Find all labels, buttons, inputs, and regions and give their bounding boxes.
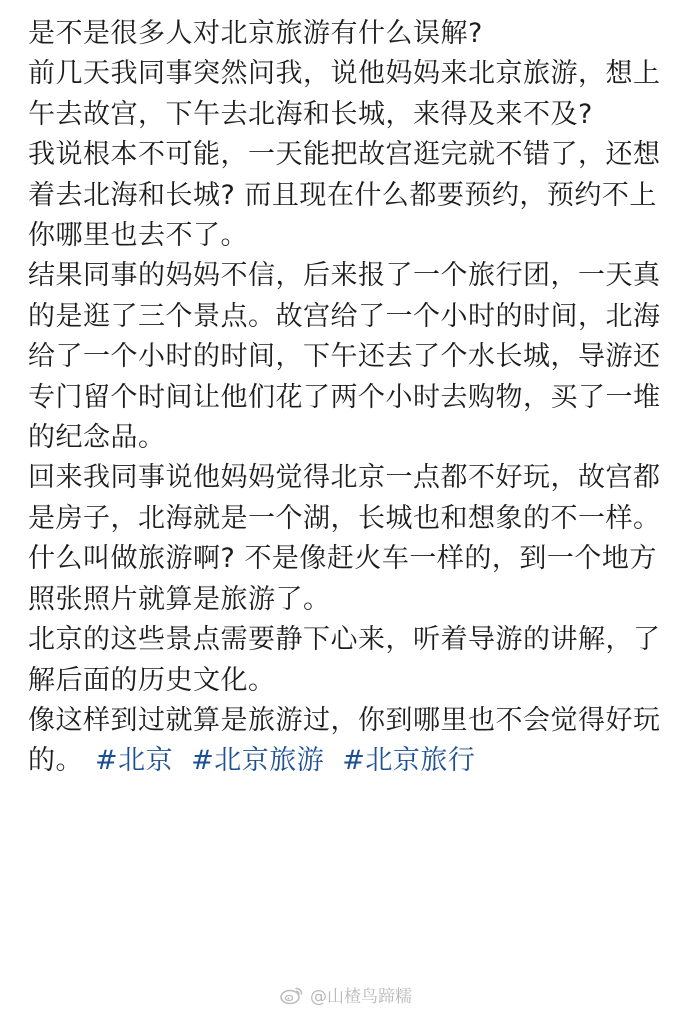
post-paragraph-1: 是不是很多人对北京旅游有什么误解? (28, 18, 483, 49)
hashtag-list (83, 745, 475, 776)
post-paragraph-2: 前几天我同事突然问我，说他妈妈来北京旅游，想上午去故宫，下午去北海和长城，来得及来不及? (28, 58, 661, 130)
post-paragraph-3: 我说根本不可能，一天能把故宫逛完就不错了，还想着去北海和长城? 而且现在什么都要预约，预约不上你哪里也去不了。 (28, 139, 661, 252)
watermark (280, 982, 412, 1007)
post-paragraph-8 (28, 701, 668, 782)
post-paragraph-4: 结果同事的妈妈不信，后来报了一个旅行团，一天真的是逛了三个景点。故宫给了一个小时的时间，北海给了一个小时的时间，下午还去了个水长城，导游还专门留个时间让他们花了两个小时去购物，买了一堆的纪念品。 (28, 260, 661, 454)
post-body (28, 14, 668, 782)
post-paragraph-8-text: 像这样到过就算是旅游过，你到哪里也不会觉得好玩的。 (28, 704, 661, 777)
post-paragraph-6: 什么叫做旅游啊? 不是像赶火车一样的，到一个地方照张照片就算是旅游了。 (28, 543, 657, 615)
weibo-logo-icon (280, 985, 304, 1005)
hashtag-beijing-travel[interactable]: #北京旅游 (191, 745, 325, 777)
post-paragraph-7: 北京的这些景点需要静下心来，听着导游的讲解，了解后面的历史文化。 (28, 624, 661, 696)
post-paragraph-5: 回来我同事说他妈妈觉得北京一点都不好玩，故宫都是房子，北海就是一个湖，长城也和想象的不一样。 (28, 462, 661, 534)
hashtag-beijing-trip[interactable]: #北京旅行 (342, 745, 476, 777)
hashtag-beijing[interactable]: #北京 (95, 745, 174, 777)
watermark-text: @山楂鸟蹄糯 (310, 987, 412, 1007)
